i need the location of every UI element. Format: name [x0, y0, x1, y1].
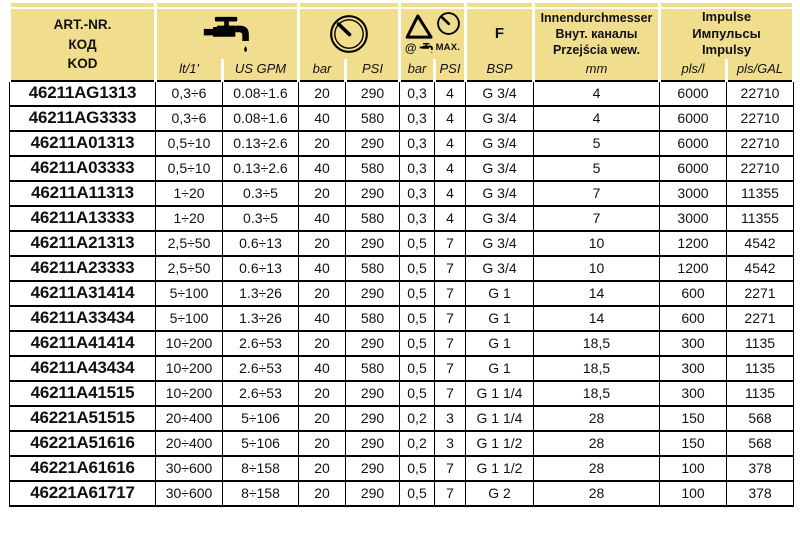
- table-row: [10, 231, 794, 256]
- value-cell: 0.13÷2.6: [223, 156, 299, 181]
- value-cell: 40: [299, 306, 346, 331]
- pressure-gauge-icon: [436, 11, 461, 36]
- subheader-flow-usgpm: US GPM: [223, 59, 299, 81]
- value-cell: 18,5: [534, 356, 660, 381]
- table-row: [10, 381, 794, 406]
- subheader-pressure-psi: PSI: [346, 59, 400, 81]
- value-cell: 14: [534, 281, 660, 306]
- value-cell: 6000: [660, 131, 727, 156]
- value-cell: G 3/4: [466, 206, 534, 231]
- value-cell: 580: [346, 356, 400, 381]
- value-cell: G 1: [466, 281, 534, 306]
- value-cell: 4: [435, 81, 466, 106]
- value-cell: 0,3÷6: [156, 81, 223, 106]
- value-cell: 20: [299, 181, 346, 206]
- art-number-cell: 46211A41515: [10, 381, 156, 406]
- value-cell: 5: [534, 131, 660, 156]
- value-cell: 1135: [727, 356, 794, 381]
- value-cell: 150: [660, 406, 727, 431]
- value-cell: G 1: [466, 306, 534, 331]
- value-cell: 28: [534, 431, 660, 456]
- value-cell: G 2: [466, 481, 534, 506]
- art-number-cell: 46221A61717: [10, 481, 156, 506]
- value-cell: 0,5: [400, 281, 435, 306]
- value-cell: 4542: [727, 256, 794, 281]
- value-cell: 7: [435, 306, 466, 331]
- value-cell: 300: [660, 356, 727, 381]
- value-cell: 7: [534, 206, 660, 231]
- value-cell: 0,5: [400, 481, 435, 506]
- value-cell: 7: [435, 356, 466, 381]
- value-cell: 20: [299, 481, 346, 506]
- value-cell: G 1 1/2: [466, 431, 534, 456]
- value-cell: 4: [435, 181, 466, 206]
- value-cell: G 1 1/2: [466, 456, 534, 481]
- value-cell: 0,3÷6: [156, 106, 223, 131]
- art-number-cell: 46211A33434: [10, 306, 156, 331]
- value-cell: 28: [534, 406, 660, 431]
- faucet-icon: [201, 13, 253, 55]
- value-cell: 300: [660, 331, 727, 356]
- table-row: [10, 206, 794, 231]
- value-cell: 0,3: [400, 106, 435, 131]
- value-cell: 28: [534, 456, 660, 481]
- table-row: [10, 131, 794, 156]
- value-cell: 0.08÷1.6: [223, 81, 299, 106]
- art-number-cell: 46211A03333: [10, 156, 156, 181]
- subheader-drop-psi: PSI: [435, 59, 466, 81]
- value-cell: 1200: [660, 231, 727, 256]
- value-cell: 10÷200: [156, 331, 223, 356]
- value-cell: 4542: [727, 231, 794, 256]
- value-cell: 8÷158: [223, 456, 299, 481]
- value-cell: 10÷200: [156, 356, 223, 381]
- table-row: [10, 356, 794, 381]
- value-cell: 2.6÷53: [223, 331, 299, 356]
- value-cell: 6000: [660, 81, 727, 106]
- value-cell: 0,5: [400, 231, 435, 256]
- value-cell: G 3/4: [466, 81, 534, 106]
- value-cell: 7: [435, 331, 466, 356]
- value-cell: G 3/4: [466, 156, 534, 181]
- value-cell: 4: [435, 156, 466, 181]
- value-cell: 20: [299, 81, 346, 106]
- value-cell: 1200: [660, 256, 727, 281]
- header-bore-line-de: Innendurchmesser: [540, 10, 653, 25]
- subheader-pressure-bar: bar: [299, 59, 346, 81]
- value-cell: 11355: [727, 206, 794, 231]
- value-cell: G 3/4: [466, 256, 534, 281]
- table-row: [10, 81, 794, 106]
- header-flow-rate: [156, 8, 299, 59]
- value-cell: 0,5: [400, 381, 435, 406]
- header-bore: [534, 8, 660, 59]
- header-art-line-ru: КОД: [68, 36, 97, 52]
- value-cell: 30÷600: [156, 481, 223, 506]
- value-cell: 20÷400: [156, 406, 223, 431]
- header-bore-line-pl: Przejścia wew.: [552, 42, 641, 57]
- art-number-cell: 46211A21313: [10, 231, 156, 256]
- subheader-drop-bar: bar: [400, 59, 435, 81]
- value-cell: 4: [435, 206, 466, 231]
- value-cell: 5÷106: [223, 431, 299, 456]
- value-cell: G 3/4: [466, 131, 534, 156]
- header-max-pressure: [299, 8, 400, 59]
- value-cell: 290: [346, 331, 400, 356]
- value-cell: 300: [660, 381, 727, 406]
- value-cell: 18,5: [534, 331, 660, 356]
- value-cell: 2,5÷50: [156, 231, 223, 256]
- table-row: [10, 281, 794, 306]
- value-cell: 1÷20: [156, 181, 223, 206]
- value-cell: 0,2: [400, 431, 435, 456]
- value-cell: 40: [299, 356, 346, 381]
- value-cell: 5÷100: [156, 281, 223, 306]
- art-number-cell: 46211A13333: [10, 206, 156, 231]
- value-cell: 10÷200: [156, 381, 223, 406]
- value-cell: 18,5: [534, 381, 660, 406]
- value-cell: 3: [435, 406, 466, 431]
- value-cell: 28: [534, 481, 660, 506]
- value-cell: 0,5: [400, 306, 435, 331]
- value-cell: 7: [435, 481, 466, 506]
- value-cell: 1135: [727, 381, 794, 406]
- art-number-cell: 46221A51515: [10, 406, 156, 431]
- table-body: [10, 81, 794, 506]
- value-cell: 2,5÷50: [156, 256, 223, 281]
- subheader-flow-lt: lt/1': [156, 59, 223, 81]
- value-cell: 0,5: [400, 456, 435, 481]
- value-cell: 10: [534, 256, 660, 281]
- art-number-cell: 46211A41414: [10, 331, 156, 356]
- value-cell: 7: [435, 231, 466, 256]
- value-cell: 290: [346, 231, 400, 256]
- value-cell: G 3/4: [466, 106, 534, 131]
- value-cell: G 1: [466, 331, 534, 356]
- value-cell: 0,5÷10: [156, 156, 223, 181]
- value-cell: 2.6÷53: [223, 356, 299, 381]
- value-cell: 290: [346, 81, 400, 106]
- value-cell: 3000: [660, 206, 727, 231]
- header-thread: [466, 8, 534, 59]
- value-cell: 5÷100: [156, 306, 223, 331]
- value-cell: 0,5: [400, 331, 435, 356]
- value-cell: 568: [727, 406, 794, 431]
- value-cell: 40: [299, 106, 346, 131]
- header-art-nr: [10, 8, 156, 81]
- value-cell: 1135: [727, 331, 794, 356]
- value-cell: 378: [727, 456, 794, 481]
- table-row: [10, 431, 794, 456]
- value-cell: 20: [299, 456, 346, 481]
- value-cell: 20: [299, 131, 346, 156]
- table-row: [10, 331, 794, 356]
- value-cell: 20: [299, 381, 346, 406]
- value-cell: 0,3: [400, 206, 435, 231]
- value-cell: 100: [660, 456, 727, 481]
- value-cell: 7: [435, 456, 466, 481]
- table-row: [10, 406, 794, 431]
- value-cell: 11355: [727, 181, 794, 206]
- art-number-cell: 46221A51616: [10, 431, 156, 456]
- table-row: [10, 456, 794, 481]
- table-row: [10, 481, 794, 506]
- value-cell: 20: [299, 406, 346, 431]
- value-cell: 0,2: [400, 406, 435, 431]
- thread-label: F: [494, 24, 505, 42]
- value-cell: 2271: [727, 281, 794, 306]
- value-cell: 10: [534, 231, 660, 256]
- value-cell: G 1: [466, 356, 534, 381]
- value-cell: G 1 1/4: [466, 381, 534, 406]
- value-cell: 290: [346, 381, 400, 406]
- header-row: [10, 8, 794, 59]
- value-cell: 290: [346, 131, 400, 156]
- value-cell: 580: [346, 206, 400, 231]
- header-pressure-drop: [400, 8, 466, 59]
- header-impulse-line-de: Impulse: [701, 9, 752, 24]
- value-cell: 378: [727, 481, 794, 506]
- value-cell: 30÷600: [156, 456, 223, 481]
- value-cell: 4: [534, 106, 660, 131]
- value-cell: 0,5: [400, 256, 435, 281]
- value-cell: 3: [435, 431, 466, 456]
- value-cell: 580: [346, 106, 400, 131]
- value-cell: 0,3: [400, 81, 435, 106]
- table-row: [10, 181, 794, 206]
- header-impulse-line-pl: Impulsy: [701, 42, 752, 58]
- table-row: [10, 306, 794, 331]
- art-number-cell: 46211A01313: [10, 131, 156, 156]
- value-cell: 1.3÷26: [223, 281, 299, 306]
- value-cell: 22710: [727, 131, 794, 156]
- value-cell: 580: [346, 256, 400, 281]
- value-cell: 1.3÷26: [223, 306, 299, 331]
- art-number-cell: 46211A23333: [10, 256, 156, 281]
- header-impulse-line-ru: Импульсы: [692, 25, 761, 41]
- value-cell: 290: [346, 281, 400, 306]
- value-cell: 290: [346, 181, 400, 206]
- art-number-cell: 46211A43434: [10, 356, 156, 381]
- value-cell: 14: [534, 306, 660, 331]
- value-cell: 22710: [727, 81, 794, 106]
- max-label: MAX.: [435, 42, 461, 54]
- value-cell: 0,3: [400, 156, 435, 181]
- value-cell: 0,3: [400, 131, 435, 156]
- value-cell: 0,5: [400, 356, 435, 381]
- value-cell: 290: [346, 406, 400, 431]
- value-cell: 6000: [660, 156, 727, 181]
- value-cell: 7: [435, 281, 466, 306]
- art-number-cell: 46221A61616: [10, 456, 156, 481]
- value-cell: 290: [346, 456, 400, 481]
- subheader-impulse-pls-gal: pls/GAL: [727, 59, 794, 81]
- value-cell: 290: [346, 481, 400, 506]
- value-cell: 2.6÷53: [223, 381, 299, 406]
- pressure-gauge-icon: [328, 13, 370, 55]
- subheader-impulse-pls-l: pls/l: [660, 59, 727, 81]
- value-cell: 22710: [727, 156, 794, 181]
- value-cell: 4: [435, 131, 466, 156]
- value-cell: 580: [346, 156, 400, 181]
- value-cell: 0.13÷2.6: [223, 131, 299, 156]
- faucet-icon: [419, 42, 434, 54]
- value-cell: 8÷158: [223, 481, 299, 506]
- header-impulse: [660, 8, 794, 59]
- delta-icon: [405, 13, 435, 40]
- value-cell: 20: [299, 431, 346, 456]
- value-cell: G 3/4: [466, 231, 534, 256]
- value-cell: 20: [299, 331, 346, 356]
- value-cell: 600: [660, 281, 727, 306]
- value-cell: 6000: [660, 106, 727, 131]
- value-cell: 4: [435, 106, 466, 131]
- value-cell: 20: [299, 281, 346, 306]
- art-number-cell: 46211AG3333: [10, 106, 156, 131]
- value-cell: 0.08÷1.6: [223, 106, 299, 131]
- subheader-bore-mm: mm: [534, 59, 660, 81]
- header-bore-line-ru: Внут. каналы: [555, 26, 638, 41]
- value-cell: G 1 1/4: [466, 406, 534, 431]
- at-symbol: @: [404, 40, 417, 55]
- value-cell: 4: [534, 81, 660, 106]
- value-cell: 7: [435, 256, 466, 281]
- value-cell: 5÷106: [223, 406, 299, 431]
- value-cell: 7: [534, 181, 660, 206]
- value-cell: 580: [346, 306, 400, 331]
- value-cell: 3000: [660, 181, 727, 206]
- value-cell: 20÷400: [156, 431, 223, 456]
- value-cell: 22710: [727, 106, 794, 131]
- value-cell: 600: [660, 306, 727, 331]
- value-cell: 150: [660, 431, 727, 456]
- value-cell: 290: [346, 431, 400, 456]
- art-number-cell: 46211A11313: [10, 181, 156, 206]
- value-cell: 5: [534, 156, 660, 181]
- table-row: [10, 256, 794, 281]
- value-cell: 40: [299, 256, 346, 281]
- value-cell: 100: [660, 481, 727, 506]
- value-cell: 0.6÷13: [223, 231, 299, 256]
- value-cell: 0.6÷13: [223, 256, 299, 281]
- value-cell: 568: [727, 431, 794, 456]
- value-cell: 1÷20: [156, 206, 223, 231]
- art-number-cell: 46211AG1313: [10, 81, 156, 106]
- value-cell: 0,3: [400, 181, 435, 206]
- product-spec-table: [8, 3, 795, 507]
- value-cell: 0.3÷5: [223, 181, 299, 206]
- value-cell: G 3/4: [466, 181, 534, 206]
- value-cell: 20: [299, 231, 346, 256]
- value-cell: 2271: [727, 306, 794, 331]
- header-art-line-pl: KOD: [67, 56, 98, 72]
- table-row: [10, 156, 794, 181]
- value-cell: 40: [299, 206, 346, 231]
- value-cell: 40: [299, 156, 346, 181]
- header-art-line-de: ART.-NR.: [53, 17, 112, 33]
- art-number-cell: 46211A31414: [10, 281, 156, 306]
- value-cell: 0.3÷5: [223, 206, 299, 231]
- table-row: [10, 106, 794, 131]
- value-cell: 0,5÷10: [156, 131, 223, 156]
- value-cell: 7: [435, 381, 466, 406]
- subheader-thread-bsp: BSP: [466, 59, 534, 81]
